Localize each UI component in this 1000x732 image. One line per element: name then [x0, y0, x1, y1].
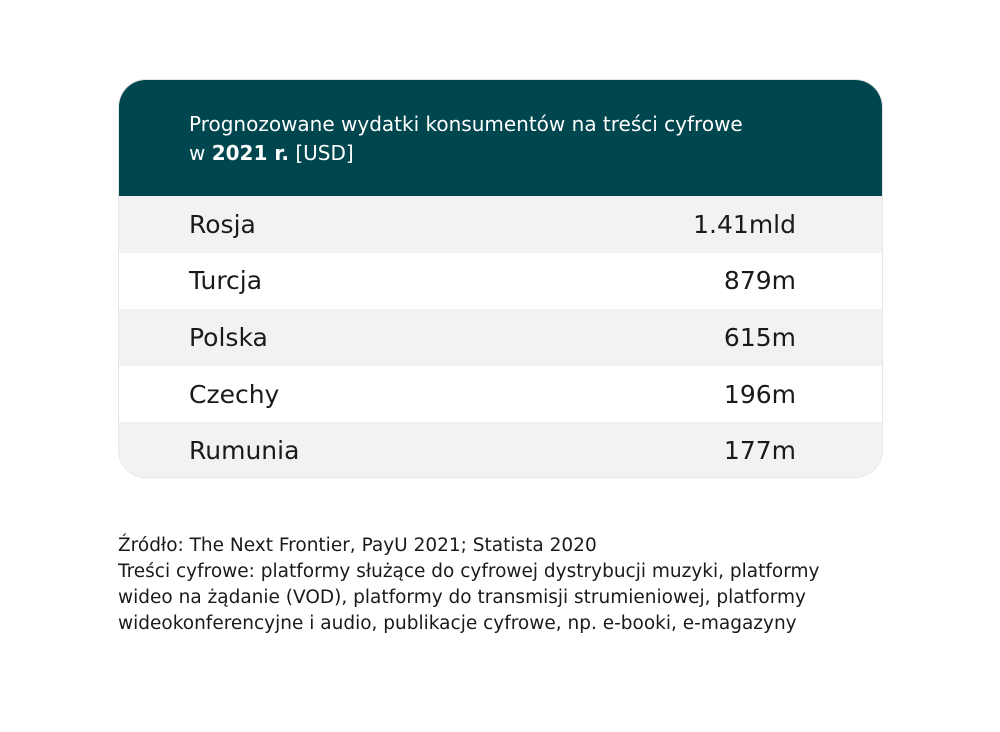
table-title-line-1: Prognozowane wydatki konsumentów na treści cyfrowe	[189, 112, 743, 136]
title-unit: [USD]	[288, 141, 354, 165]
footer-notes	[118, 533, 918, 637]
table-row	[119, 309, 882, 366]
spending-value: 1.41mld	[693, 209, 796, 239]
table-row	[119, 422, 882, 478]
table-title-line-2	[189, 139, 812, 168]
country-label: Czechy	[189, 379, 280, 409]
spending-value: 177m	[723, 436, 796, 466]
table-row	[119, 366, 882, 423]
spending-value: 879m	[723, 266, 796, 296]
definition-note-line-2: wideo na żądanie (VOD), platformy do transmisji strumieniowej, platformy	[118, 587, 806, 608]
table-header	[119, 80, 882, 196]
source-note: Źródło: The Next Frontier, PayU 2021; Statista 2020	[118, 535, 597, 556]
country-label: Rosja	[189, 209, 256, 239]
definition-note-line-3: wideokonferencyjne i audio, publikacje cyfrowe, np. e-booki, e-magazyny	[118, 613, 797, 634]
country-label: Turcja	[189, 266, 263, 296]
country-label: Polska	[189, 322, 268, 352]
table-rows	[119, 196, 882, 478]
country-label: Rumunia	[189, 436, 300, 466]
table-row	[119, 253, 882, 310]
title-prefix: w	[189, 141, 212, 165]
spending-value: 196m	[723, 379, 796, 409]
data-table-card	[118, 79, 883, 478]
title-year: 2021 r.	[211, 141, 289, 165]
table-row	[119, 196, 882, 253]
definition-note-line-1: Treści cyfrowe: platformy służące do cyfrowej dystrybucji muzyki, platformy	[118, 561, 820, 582]
spending-value: 615m	[723, 322, 796, 352]
